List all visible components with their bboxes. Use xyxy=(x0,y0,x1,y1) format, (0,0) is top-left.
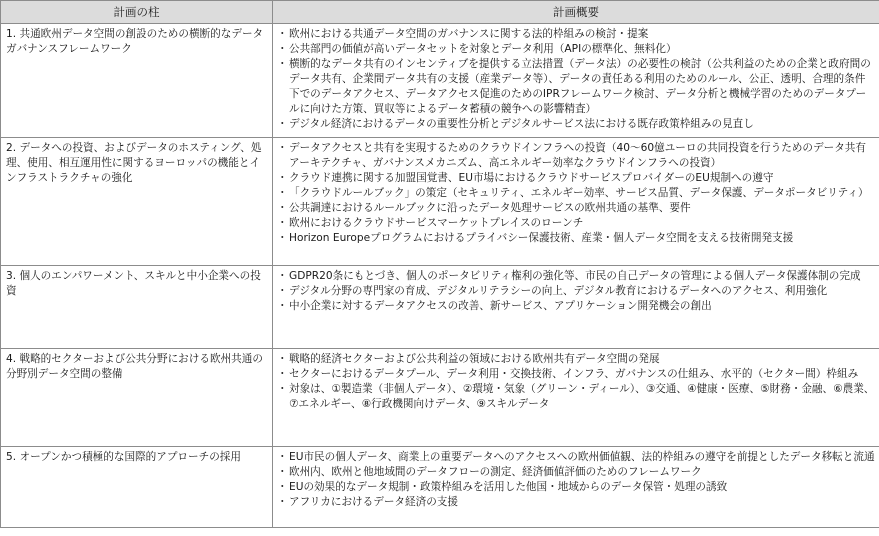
list-item: ・ デジタル分野の専門家の育成、デジタルリテラシーの向上、デジタル教育におけるデータへのアクセス、利用強化 xyxy=(277,284,875,299)
list-item: ・ 公共調達におけるルールブックに沿ったデータ処理サービスの欧州共通の基準、要件 xyxy=(277,201,875,216)
list-item: ・ データアクセスと共有を実現するためのクラウドインフラへの投資（40～60億ユーロの共同投資を行うためのデータ共有アーキテクチャ、ガバナンスメカニズム、高エネルギー効率なクラウドインフラへの投資） xyxy=(277,141,875,171)
list-item: ・ 欧州内、欧州と他地域間のデータフローの測定、経済価値評価のためのフレームワーク xyxy=(277,465,875,480)
list-item: ・ 欧州におけるクラウドサービスマーケットプレイスのローンチ xyxy=(277,216,875,231)
table-row xyxy=(1,266,879,349)
table-row xyxy=(1,349,879,447)
table-row xyxy=(1,24,879,138)
pillar-cell: 2. データへの投資、およびデータのホスティング、処理、使用、相互運用性に関するヨーロッパの機能とインフラストラクチャの強化 xyxy=(1,138,273,266)
list-item: ・ Horizon Europeプログラムにおけるプライバシー保護技術、産業・個人データ空間を支える技術開発支援 xyxy=(277,231,875,246)
list-item: ・ アフリカにおけるデータ経済の支援 xyxy=(277,495,875,510)
list-item: ・ デジタル経済におけるデータの重要性分析とデジタルサービス法における既存政策枠組みの見直し xyxy=(277,117,875,132)
overview-list xyxy=(277,450,875,510)
list-item: ・ 中小企業に対するデータアクセスの改善、新サービス、アプリケーション開発機会の創出 xyxy=(277,299,875,314)
pillar-cell: 4. 戦略的セクターおよび公共分野における欧州共通の分野別データ空間の整備 xyxy=(1,349,273,447)
table-row xyxy=(1,447,879,528)
overview-list xyxy=(277,269,875,314)
list-item: ・ クラウド連携に関する加盟国覚書、EU市場におけるクラウドサービスプロバイダーのEU規制への遵守 xyxy=(277,171,875,186)
list-item: ・ 「クラウドルールブック」の策定（セキュリティ、エネルギー効率、サービス品質、データ保護、データポータビリティ） xyxy=(277,186,875,201)
overview-cell xyxy=(273,447,879,528)
list-item: ・ 欧州における共通データ空間のガバナンスに関する法的枠組みの検討・提案 xyxy=(277,27,875,42)
list-item: ・ 対象は、①製造業（非個人データ）、②環境・気象（グリーン・ディール）、③交通、④健康・医療、⑤財務・金融、⑥農業、⑦エネルギー、⑧行政機関向けデータ、⑨スキルデータ xyxy=(277,382,875,412)
list-item: ・ 戦略的経済セクターおよび公共利益の領域における欧州共有データ空間の発展 xyxy=(277,352,875,367)
list-item: ・ 横断的なデータ共有のインセンティブを提供する立法措置（データ法）の必要性の検討（公共利益のための企業と政府間のデータ共有、企業間データ共有の支援（産業データ等）、データの責任ある利用のためのルール、公正、透明、合理的条件下でのデータアクセス、データアクセス促進のためのIPRフレームワーク検討、データ分析と機械学習のためのデータプールに向けた方策、買収等によるデータ蓄積の競争への影響精査） xyxy=(277,57,875,117)
list-item: ・ EU市民の個人データ、商業上の重要データへのアクセスへの欧州価値観、法的枠組みの遵守を前提としたデータ移転と流通 xyxy=(277,450,875,465)
table-header-row xyxy=(1,1,879,24)
overview-cell xyxy=(273,349,879,447)
overview-cell xyxy=(273,24,879,138)
list-item: ・ 公共部門の価値が高いデータセットを対象とデータ利用（APIの標準化、無料化） xyxy=(277,42,875,57)
overview-list xyxy=(277,27,875,132)
overview-cell xyxy=(273,138,879,266)
list-item: ・ EUの効果的なデータ規制・政策枠組みを活用した他国・地域からのデータ保管・処理の誘致 xyxy=(277,480,875,495)
column-header-pillar: 計画の柱 xyxy=(1,1,273,24)
pillar-cell: 5. オープンかつ積極的な国際的アプローチの採用 xyxy=(1,447,273,528)
pillar-cell: 1. 共通欧州データ空間の創設のための横断的なデータガバナンスフレームワーク xyxy=(1,24,273,138)
overview-cell xyxy=(273,266,879,349)
overview-list xyxy=(277,352,875,412)
pillar-cell: 3. 個人のエンパワーメント、スキルと中小企業への投資 xyxy=(1,266,273,349)
column-header-overview: 計画概要 xyxy=(273,1,879,24)
table-row xyxy=(1,138,879,266)
overview-list xyxy=(277,141,875,246)
list-item: ・ セクターにおけるデータプール、データ利用・交換技術、インフラ、ガバナンスの仕組み、水平的（セクター間）枠組み xyxy=(277,367,875,382)
list-item: ・ GDPR20条にもとづき、個人のポータビリティ権利の強化等、市民の自己データの管理による個人データ保護体制の完成 xyxy=(277,269,875,284)
